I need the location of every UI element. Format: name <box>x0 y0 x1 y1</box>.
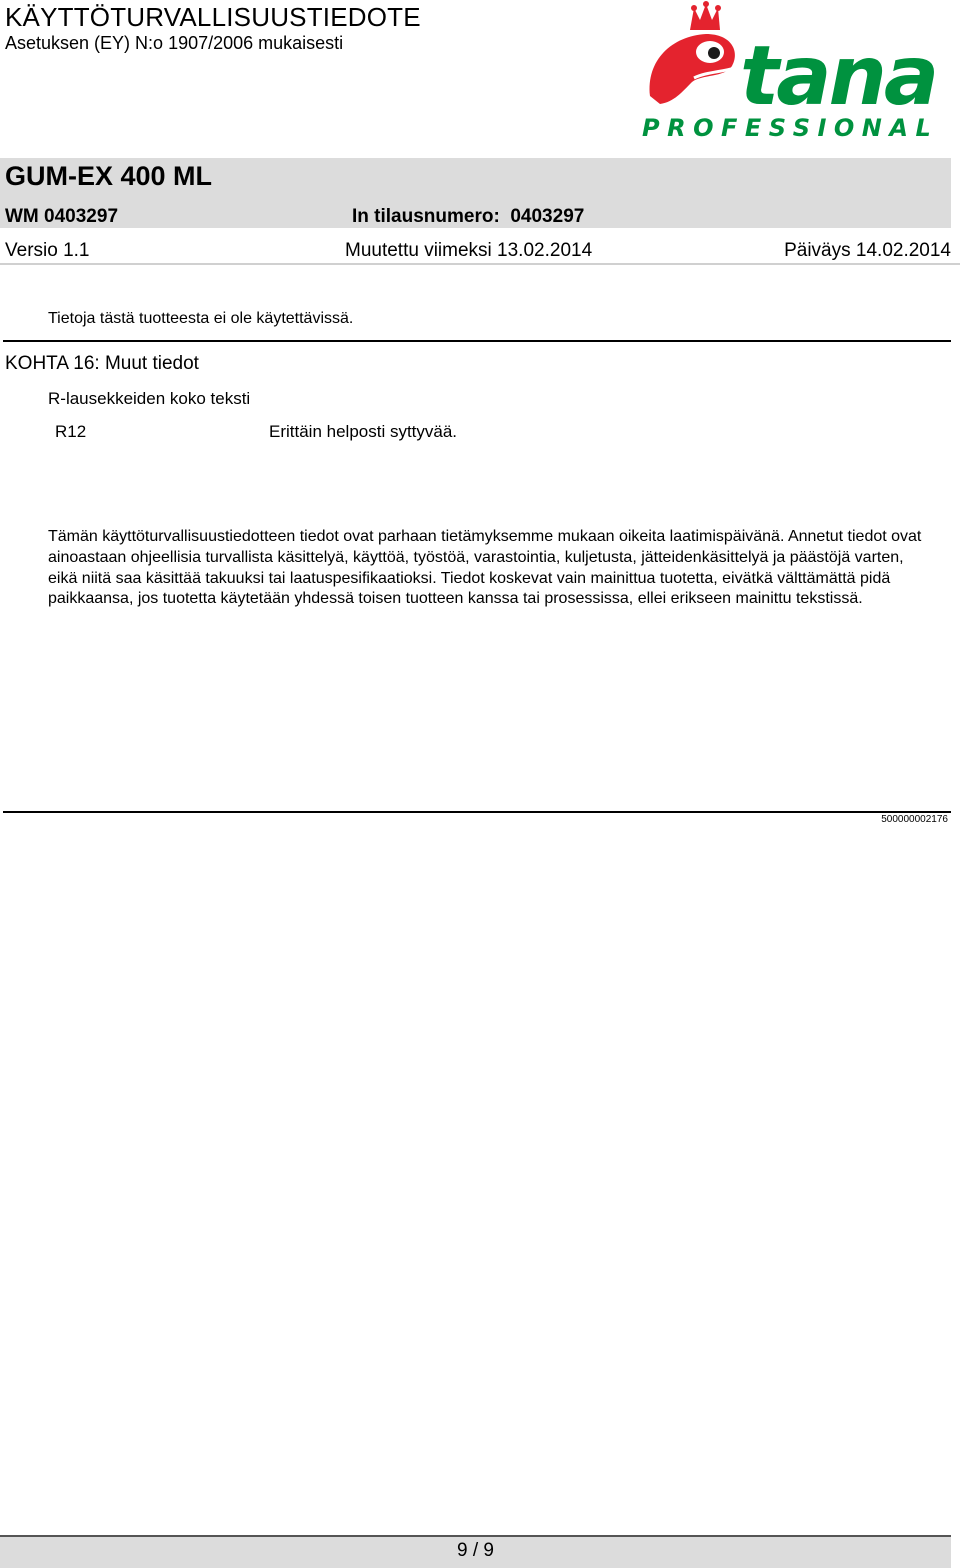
section-divider <box>3 340 951 342</box>
document-date: Päiväys 14.02.2014 <box>784 240 951 261</box>
r-phrases-heading: R-lausekkeiden koko teksti <box>48 389 251 408</box>
bottom-divider <box>3 811 951 813</box>
svg-text:PROFESSIONAL: PROFESSIONAL <box>642 114 939 142</box>
last-modified: Muutettu viimeksi 13.02.2014 <box>345 240 593 261</box>
product-name: GUM-EX 400 ML <box>5 161 213 191</box>
frog-with-crown-logo-icon <box>636 0 950 145</box>
tana-professional-logo <box>636 0 950 145</box>
r-phrase-code: R12 <box>55 422 87 441</box>
version: Versio 1.1 <box>5 240 90 261</box>
svg-text:tana: tana <box>740 29 937 124</box>
disclaimer-paragraph: Tämän käyttöturvallisuustiedotteen tiedot ovat parhaan tietämyksemme mukaan oikeita laatimispäivänä. Annetut tiedot ovat ainoastaan ohjeellisia turvallista käsittelyä, käyttöä, työstöä, varastointia, kuljetusta, jätteidenkäsittelyä ja päästöjä varten, eikä niitä saa käsittää takuuksi tai laatuspesifikaatioksi. Tiedot koskevat vain mainittua tuotetta, eivätkä välttämättä pidä paikkaansa, jos tuotetta käytetään yhdessä toisen tuotteen kanssa tai prosessissa, ellei erikseen mainittu tekstissä. <box>48 528 922 608</box>
page-number: 9 / 9 <box>457 1540 494 1561</box>
document-subtitle: Asetuksen (EY) N:o 1907/2006 mukaisesti <box>5 33 344 53</box>
document-title: KÄYTTÖTURVALLISUUSTIEDOTE <box>5 2 421 32</box>
document-id: 500000002176 <box>881 814 948 825</box>
r-phrase-text: Erittäin helposti syttyvää. <box>269 422 458 441</box>
order-number <box>352 206 584 228</box>
order-number-value: 0403297 <box>510 206 585 227</box>
product-code: WM 0403297 <box>5 206 119 227</box>
section-title: KOHTA 16: Muut tiedot <box>5 353 199 374</box>
no-info-text: Tietoja tästä tuotteesta ei ole käytettävissä. <box>48 310 354 327</box>
order-number-label: In tilausnumero: <box>352 206 500 227</box>
